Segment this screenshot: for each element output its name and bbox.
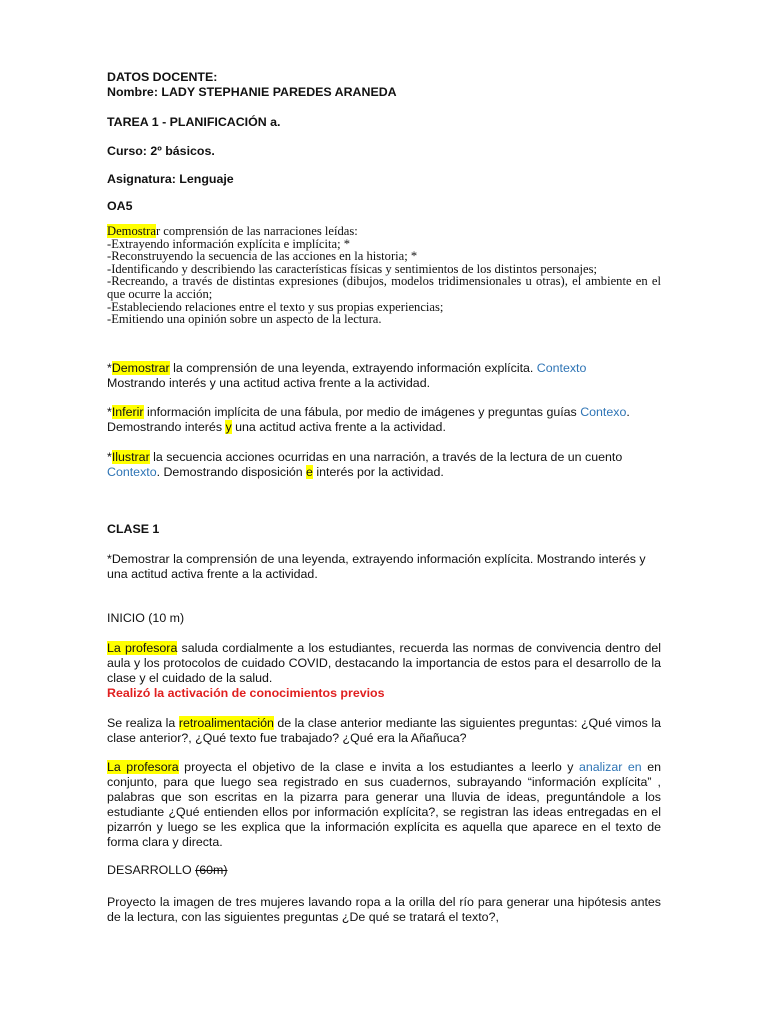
objective-attitude: una actitud activa frente a la actividad.	[231, 420, 446, 434]
objective-text: la comprensión de una leyenda, extrayendo información explícita.	[169, 361, 537, 375]
teacher-name: Nombre: LADY STEPHANIE PAREDES ARANEDA	[107, 85, 397, 99]
objective-context: Contexo	[580, 405, 627, 419]
objective-mid: . Demostrando interés	[107, 405, 630, 434]
objective-2	[107, 405, 661, 435]
objective-star: *	[107, 450, 112, 464]
objective-paragraph-text: proyecta el objetivo de la clase e invita a los estudiantes a leerlo y	[178, 760, 579, 774]
feedback-text-start: Se realiza la	[107, 716, 179, 730]
objective-3	[107, 450, 661, 480]
objective-attitude: Mostrando interés y una actitud activa frente a la actividad.	[107, 376, 431, 390]
oa5-item: -Identificando y describiendo las características físicas y sentimientos de los distintos personajes;	[107, 261, 597, 276]
objective-verb-highlight: Ilustrar	[111, 450, 150, 464]
subject-line: Asignatura: Lenguaje	[107, 172, 234, 186]
desarrollo-paragraph: Proyecto la imagen de tres mujeres lavando ropa a la orilla del río para generar una hipótesis antes de la lectura, con las siguientes preguntas ¿De qué se tratará el texto?,	[107, 895, 661, 924]
oa5-item: -Estableciendo relaciones entre el texto y sus propias experiencias;	[107, 299, 444, 314]
teacher-highlight: La profesora	[107, 641, 178, 655]
objective-mid: . Demostrando disposición	[156, 465, 307, 479]
objective-context: Contexto	[536, 361, 587, 375]
desarrollo-heading	[107, 863, 661, 878]
objective-star: *	[107, 405, 112, 419]
objective-conj-highlight: y	[225, 420, 232, 434]
teacher-highlight: La profesora	[107, 760, 179, 774]
feedback-paragraph	[107, 716, 661, 746]
oa5-item: -Reconstruyendo la secuencia de las acciones en la historia; *	[107, 249, 418, 264]
objective-text: la secuencia acciones ocurridas en una narración, a través de la lectura de un cuento	[149, 450, 623, 464]
objective-verb-highlight: Inferir	[111, 405, 144, 419]
desarrollo-time-struck: (60m)	[195, 863, 228, 877]
course-line: Curso: 2º básicos.	[107, 144, 215, 158]
oa5-item: -Emitiendo una opinión sobre un aspecto de la lectura.	[107, 312, 382, 327]
desarrollo-label: DESARROLLO	[107, 863, 196, 877]
inicio-paragraph	[107, 641, 661, 701]
feedback-highlight: retroalimentación	[178, 716, 274, 730]
oa5-intro-text: r comprensión de las narraciones leídas:	[155, 224, 358, 238]
objective-conj-highlight: e	[306, 465, 313, 479]
objective-1	[107, 361, 661, 391]
oa5-highlight: Demostra	[107, 224, 156, 238]
teacher-data-heading	[107, 70, 661, 100]
oa5-item: -Extrayendo información explícita e implícita; *	[107, 236, 351, 251]
oa5-section	[107, 225, 661, 326]
teacher-comment: Realizó la activación de conocimientos previos	[107, 686, 385, 700]
datos-docente-label: DATOS DOCENTE:	[107, 70, 218, 84]
inicio-heading: INICIO (10 m)	[107, 611, 185, 625]
objective-paragraph	[107, 760, 661, 850]
inicio-text: saluda cordialmente a los estudiantes, recuerda las normas de convivencia dentro del aula y los protocolos de cuidado COVID, destacando la importancia de estos para el desarrollo de la clase y el cuidado de la salud.	[107, 641, 662, 685]
oa-label: OA5	[107, 199, 133, 213]
oa5-intro	[107, 225, 661, 238]
feedback-text: de la clase anterior mediante las siguientes preguntas: ¿Qué vimos la clase anterior?, ¿Qué texto fue trabajado? ¿Qué era la Añañuca?	[107, 716, 661, 745]
objective-context: Contexto	[107, 465, 157, 479]
objective-paragraph-text-end: en conjunto, para que luego sea registrado en sus cuadernos, subrayando “información explícita” , palabras que son escritas en la pizarra para generar una lluvia de ideas, preguntándole a los estudiante ¿Qué entienden ellos por información explícita?, se registran las ideas entregadas en el pizarrón y luego se les explica que la información explícita es aquella que aparece en el texto de forma clara y directa.	[107, 760, 661, 849]
class-objective: *Demostrar la comprensión de una leyenda, extrayendo información explícita. Mostrando interés y una actitud activa frente a la actividad.	[107, 552, 646, 581]
comment-blue: analizar en	[578, 760, 642, 774]
objective-attitude: interés por la actividad.	[312, 465, 444, 479]
objective-verb-highlight: Demostrar	[111, 361, 170, 375]
task-title: TAREA 1 - PLANIFICACIÓN a.	[107, 115, 281, 129]
objective-star: *	[107, 361, 112, 375]
objective-text: información implícita de una fábula, por medio de imágenes y preguntas guías	[143, 405, 581, 419]
oa5-item: -Recreando, a través de distintas expresiones (dibujos, modelos tridimensionales u otras), el ambiente en el que ocurre la acción;	[107, 274, 661, 301]
class-title: CLASE 1	[107, 522, 160, 536]
